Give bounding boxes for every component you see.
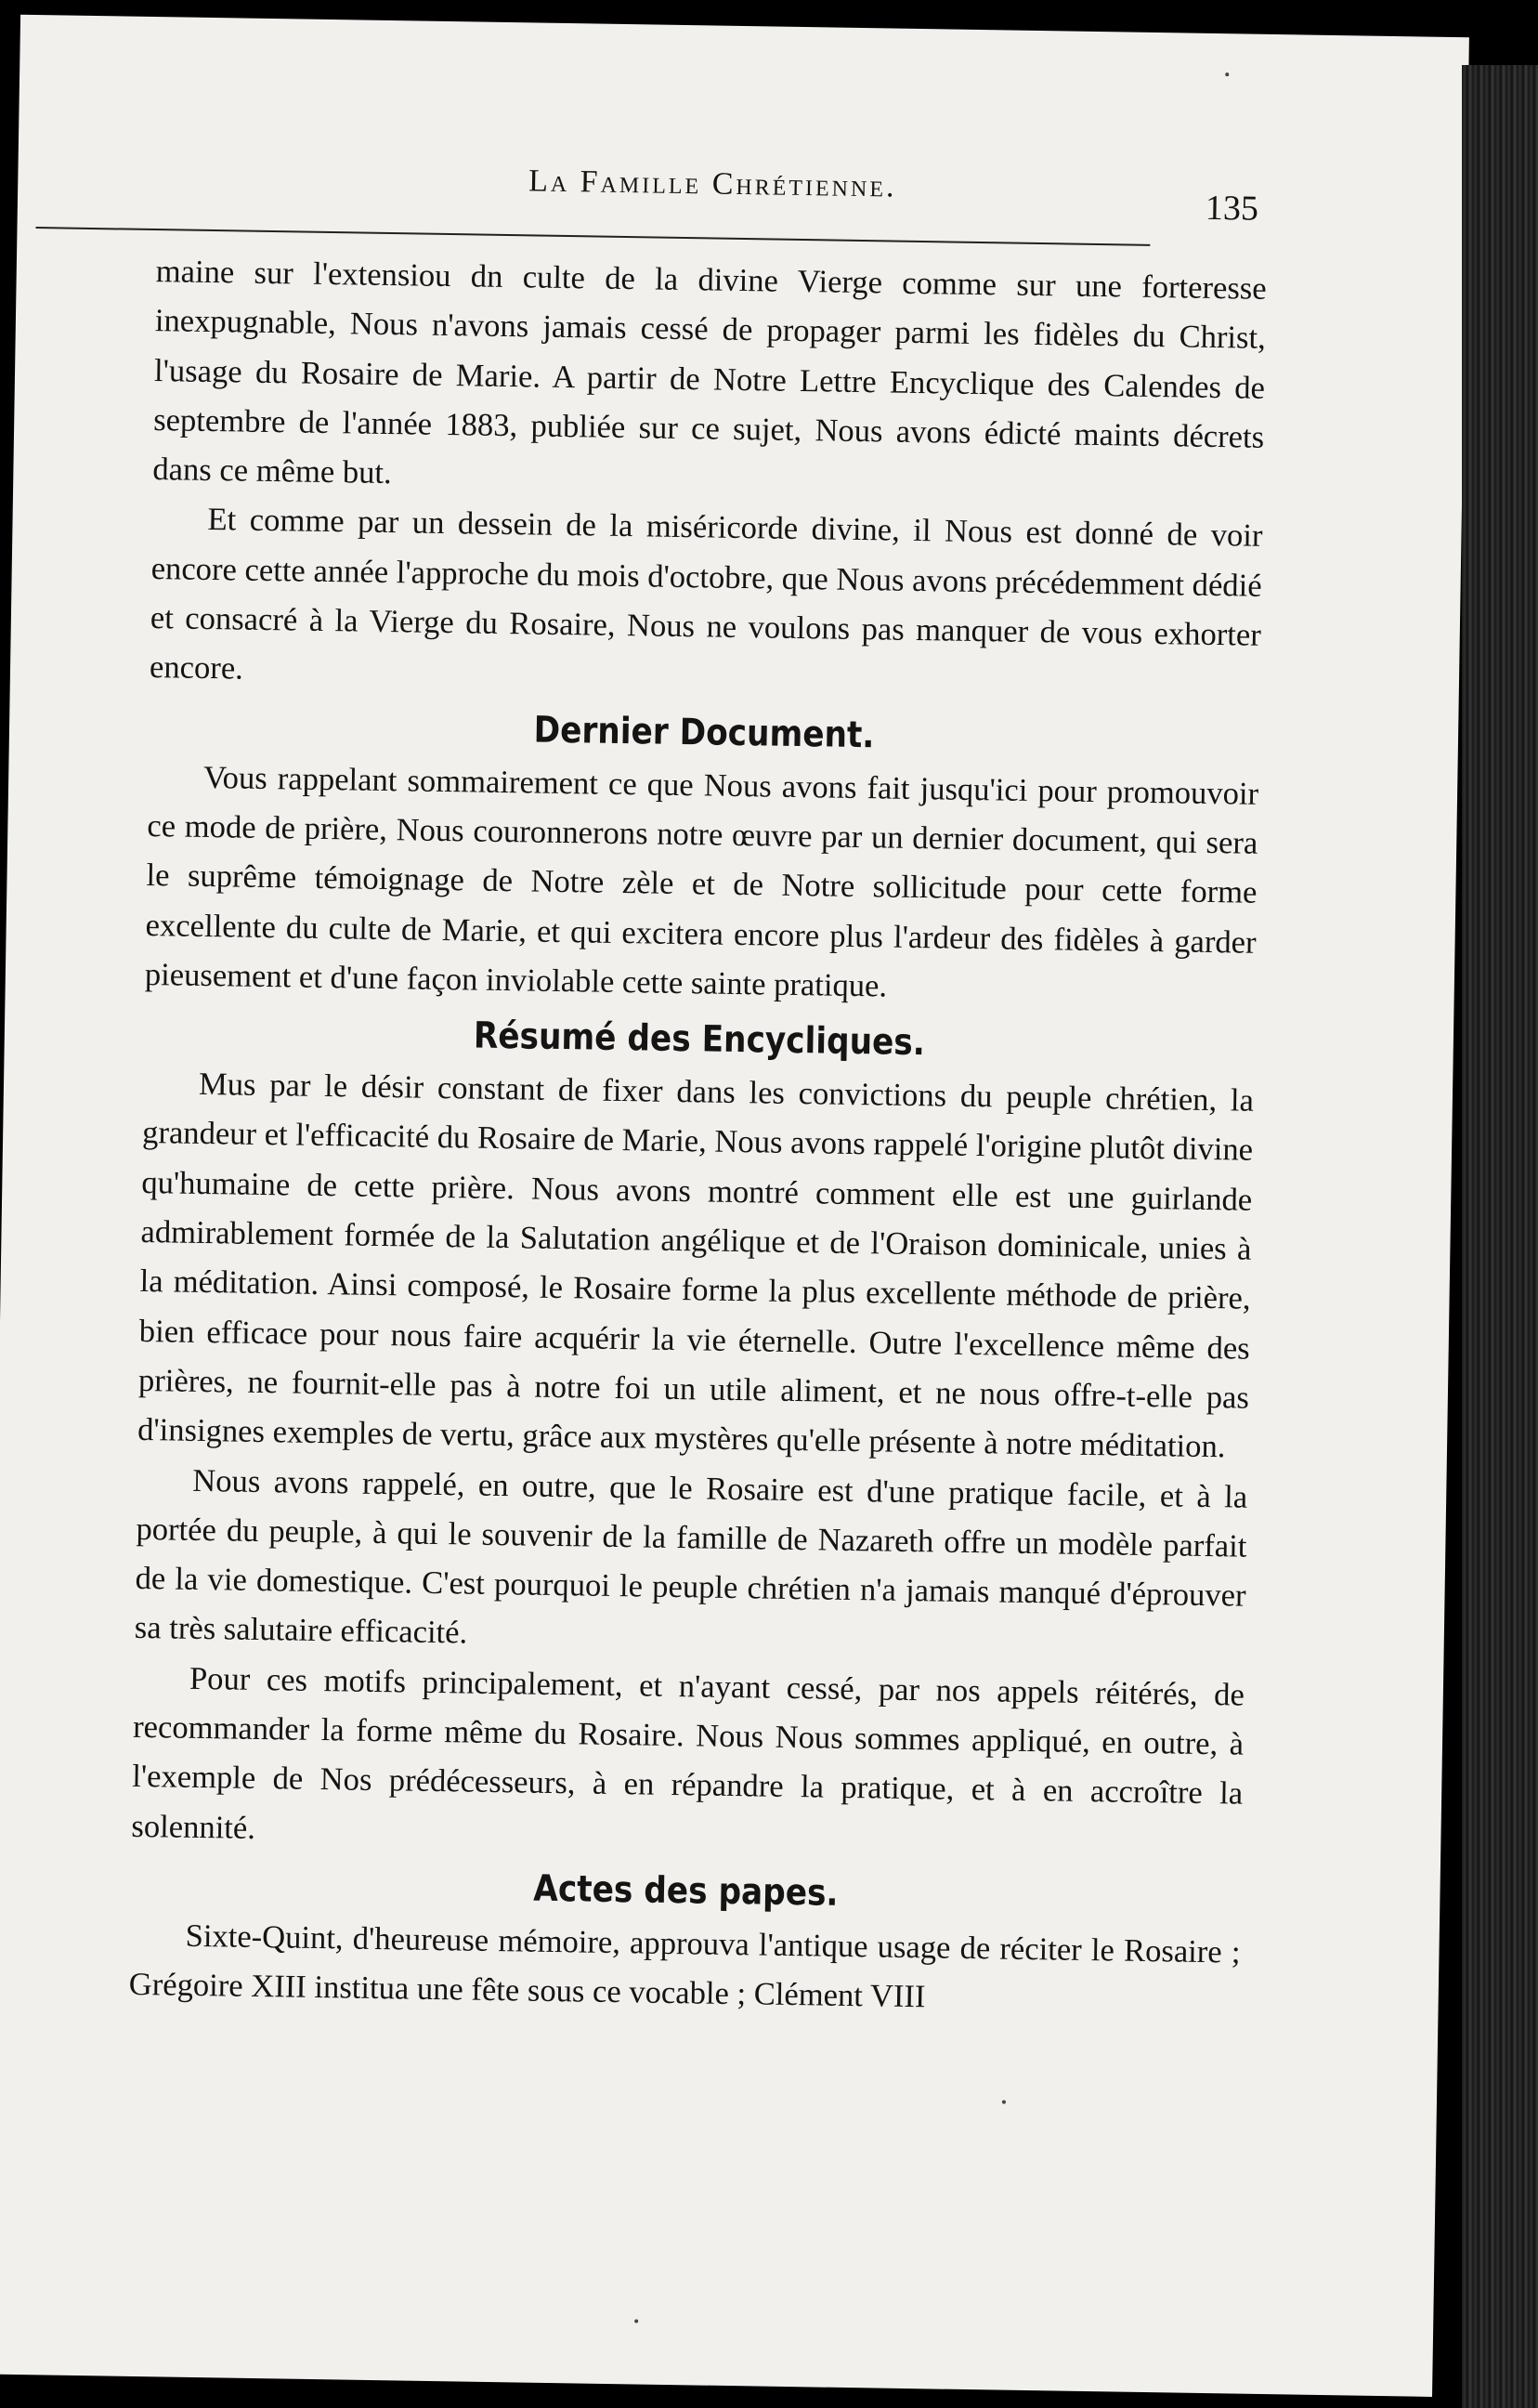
ink-speck (1225, 72, 1229, 76)
paragraph: Nous avons rappelé, en outre, que le Rosaire est d'une pratique facile, et à la portée du peuple, à qui le souvenir de la famille de Nazareth offre un modèle parfait de la vie domestique. C'est pourquoi le peuple chrétien n'a jamais manqué d'éprouver sa très salutaire efficacité. (134, 1462, 1248, 1651)
section-heading-resume-encycliques: Résumé des Encycliques. (473, 1014, 926, 1065)
paragraph: Et comme par un dessein de la miséricorde divine, il Nous est donné de voir encore cette année l'approche du mois d'octobre, que Nous avons précédemment dédié et consacré à la Vierge du Rosaire, Nous ne voulons pas manquer de vous exhorter encore. (149, 502, 1263, 687)
paragraph: Sixte-Quint, d'heureuse mémoire, approuva l'antique usage de réciter le Rosaire ; Grégoire XIII institua une fête sous ce vocable ; Clément VIII (128, 1917, 1241, 2015)
running-head (157, 158, 1269, 231)
paragraph: Mus par le désir constant de fixer dans les convictions du peuple chrétien, la grandeur et l'efficacité du Rosaire de Marie, Nous avons rappelé l'origine plutôt divine qu'humaine de cette prière. Nous avons montré comment elle est une guirlande admirablement formée de la Salutation angélique et de l'Oraison dominicale, unies à la méditation. Ainsi composé, le Rosaire forme la plus excellente méthode de prière, bien efficace pour nous faire acquérir la vie éternelle. Outre l'excellence même des prières, ne fournit-elle pas à notre foi un utile aliment, et ne nous offre-t-elle pas d'insignes exemples de vertu, grâce aux mystères qu'elle présente à notre méditation. (137, 1067, 1255, 1465)
paragraph: maine sur l'extensiou dn culte de la divine Vierge comme sur une forteresse inexpugnable, Nous n'avons jamais cessé de propager parmi les fidèles du Christ, l'usage du Rosaire de Marie. A partir de Notre Lettre Encyclique des Calendes de septembre de l'année 1883, publiée sur ce sujet, Nous avons édicté maints décrets dans ce même but. (152, 254, 1267, 491)
running-title: La Famille Chrétienne. (528, 164, 897, 204)
book-page (0, 15, 1469, 2397)
paragraph: Vous rappelant sommairement ce que Nous avons fait jusqu'ici pour promouvoir ce mode de prière, Nous couronnerons notre œuvre par un dernier document, qui sera le suprême témoignage de Notre zèle et de Notre sollicitude pour cette forme excellente du culte de Marie, et qui excitera encore plus l'ardeur des fidèles à garder pieusement et d'une façon inviolable cette sainte pratique. (144, 759, 1259, 1004)
header-rule (35, 227, 1150, 246)
paragraph: Pour ces motifs principalement, et n'ayant cessé, par nos appels réitérés, de recommander la forme même du Rosaire. Nous Nous sommes appliqué, en outre, à l'exemple de Nos prédécesseurs, à en répandre la pratique, et à en accroître la solennité. (131, 1660, 1245, 1846)
section-heading-dernier-document: Dernier Document. (533, 709, 875, 756)
section-heading-actes-des-papes: Actes des papes. (533, 1867, 839, 1915)
page-body (128, 247, 1267, 2027)
page-number: 135 (1205, 188, 1259, 229)
ink-speck (634, 2319, 638, 2323)
ink-speck (1002, 2100, 1006, 2104)
book-spine-edge (1462, 65, 1538, 2408)
